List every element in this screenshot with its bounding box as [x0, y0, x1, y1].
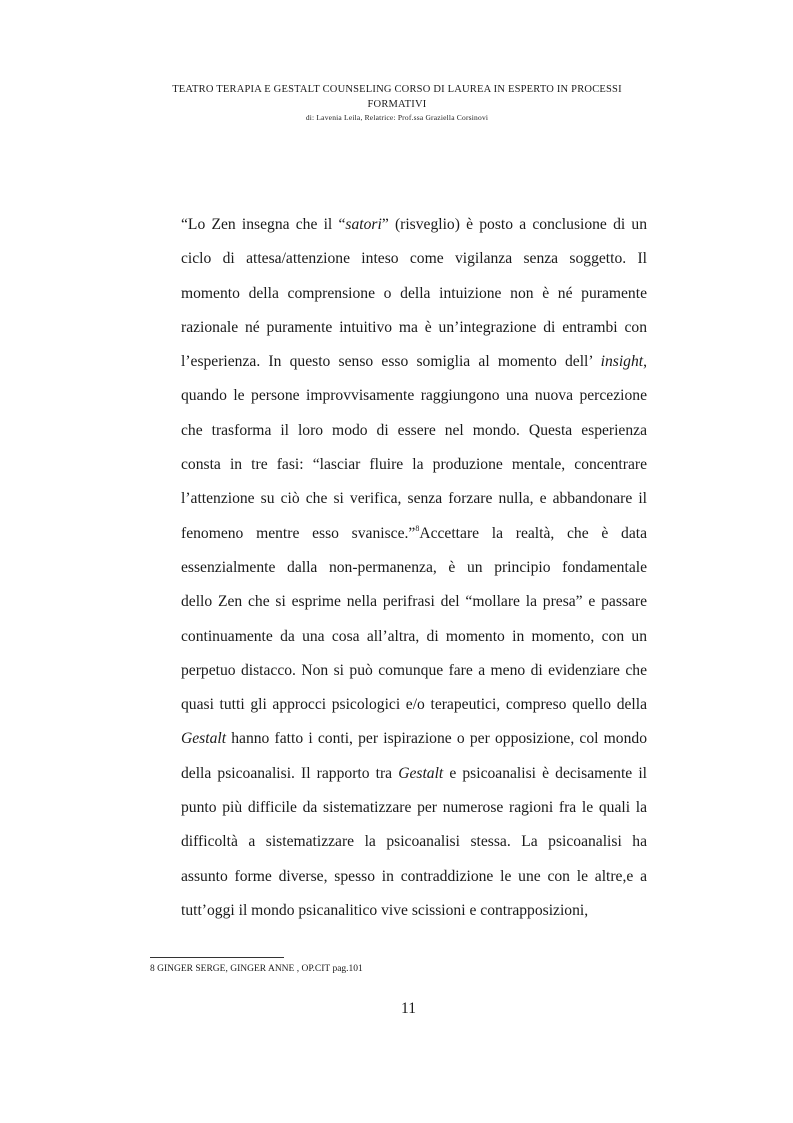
- italic-term: Gestalt: [398, 764, 444, 782]
- text-line: “Lo Zen insegna che il “satori” (risveglio) è posto a conclusione di un: [181, 216, 647, 233]
- text-line: punto più difficile da sistematizzare per numerose ragioni fra le quali la: [181, 799, 647, 817]
- text-line: tutt’oggi il mondo psicanalitico vive scissioni e contrapposizioni,: [181, 901, 589, 919]
- text-line: fenomeno mentre esso svanisce.”$^8$Accettare la realtà, che è data: [181, 523, 647, 542]
- text-line: momento della comprensione o della intuizione non è né puramente: [181, 284, 647, 302]
- text-line: continuamente da una cosa all’altra, di momento in momento, con un: [181, 627, 647, 645]
- running-header: [150, 82, 644, 123]
- text-line: che trasforma il loro modo di essere nel mondo. Questa esperienza: [181, 421, 647, 439]
- text-line: l’attenzione su ciò che si verifica, senza forzare nulla, e abbandonare il: [181, 490, 647, 508]
- text-line: ciclo di attesa/attenzione inteso come vigilanza senza soggetto. Il: [181, 250, 647, 268]
- text-line: della psicoanalisi. Il rapporto tra Gestalt e psicoanalisi è decisamente il: [181, 764, 647, 782]
- text-line: quando le persone improvvisamente raggiungono una nuova percezione: [181, 387, 647, 405]
- text-line: perpetuo distacco. Non si può comunque fare a meno di evidenziare che: [181, 661, 647, 679]
- text-line: quasi tutti gli approcci psicologici e/o terapeutici, compreso quello della: [181, 696, 647, 714]
- text-line: consta in tre fasi: “lasciar fluire la produzione mentale, concentrare: [181, 456, 647, 474]
- text-line: difficoltà a sistematizzare la psicoanalisi stessa. La psicoanalisi ha: [181, 833, 647, 851]
- text-line: razionale né puramente intuitivo ma è un’integrazione di entrambi con: [181, 318, 647, 336]
- header-title-continuation: FORMATIVI: [367, 99, 427, 110]
- italic-term: satori: [345, 216, 382, 233]
- page-number: 11: [401, 1000, 416, 1017]
- header-title: TEATRO TERAPIA E GESTALT COUNSELING CORSO DI LAUREA IN ESPERTO IN PROCESSI: [172, 84, 622, 95]
- text-line: Gestalt hanno fatto i conti, per ispirazione o per opposizione, col mondo: [181, 730, 647, 748]
- main-paragraph: [181, 212, 647, 932]
- footnote-reference: 8: [415, 523, 420, 533]
- italic-term: Gestalt: [181, 730, 227, 748]
- header-authors: di: Lavenia Leila, Relatrice: Prof.ssa Graziella Corsinovi: [305, 113, 489, 122]
- text-line: essenzialmente dalla non-permanenza, è un principio fondamentale: [181, 558, 647, 576]
- footnote-divider: [150, 957, 284, 958]
- text-line: l’esperienza. In questo senso esso somiglia al momento dell’ insight,: [181, 353, 647, 371]
- italic-term: insight: [600, 353, 644, 371]
- text-line: dello Zen che si esprime nella perifrasi del “mollare la presa” e passare: [181, 593, 647, 611]
- footnote: 8 GINGER SERGE, GINGER ANNE , OP.CIT pag.101: [150, 964, 363, 974]
- text-line: assunto forme diverse, spesso in contraddizione le une con le altre,e a: [181, 867, 647, 885]
